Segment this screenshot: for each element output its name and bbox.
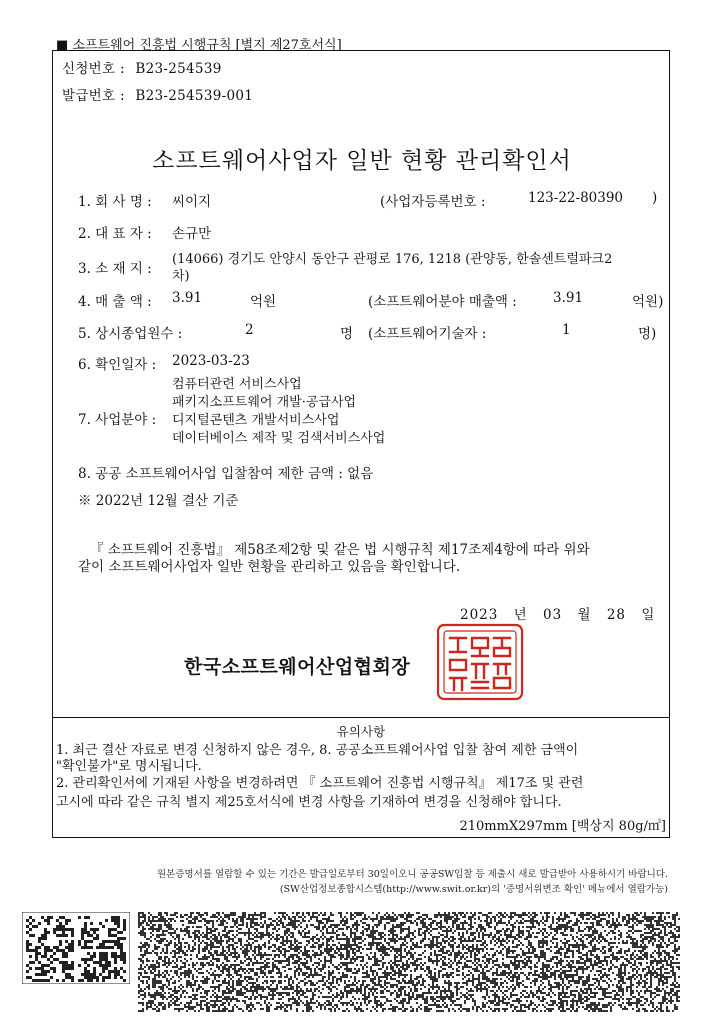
business-area-item: 디지털콘텐츠 개발서비스사업 bbox=[172, 413, 340, 428]
footer-notice: 원본증명서를 열람할 수 있는 기간은 발급일로부터 30일이오니 공공SW입찰 등 제출시 새로 발급받아 사용하시기 바랍니다. bbox=[156, 869, 668, 880]
revenue-unit: 억원 bbox=[250, 294, 277, 310]
business-area-item: 패키지소프트웨어 개발·공급사업 bbox=[172, 395, 357, 410]
ceo-value: 손규만 bbox=[172, 226, 212, 242]
sw-engineers-value: 1 bbox=[562, 322, 571, 338]
application-number-label: 신청번호 : bbox=[62, 61, 125, 77]
sw-engineers-label: (소프트웨어기술자 : bbox=[368, 326, 487, 342]
form-header: ■ 소프트웨어 진흥법 시행규칙 [별지 제27호서식] bbox=[56, 38, 342, 53]
note-line: 고시에 따라 같은 규칙 별지 제25호서식에 변경 사항을 기재하여 변경을 신청해야 합니다. bbox=[56, 795, 562, 810]
paper-spec: 210mmX297mm [백상지 80g/㎡] bbox=[459, 819, 666, 834]
sw-revenue-label: (소프트웨어분야 매출액 : bbox=[368, 294, 517, 310]
biz-reg-label: (사업자등록번호 : bbox=[380, 194, 486, 210]
employees-unit: 명 bbox=[340, 326, 354, 342]
revenue-value: 3.91 bbox=[172, 290, 203, 306]
sw-engineers-unit: 명) bbox=[638, 326, 657, 342]
issue-month-unit: 월 bbox=[577, 607, 592, 623]
verification-barcode-icon bbox=[138, 912, 680, 1012]
biz-reg-value: 123-22-80390 bbox=[528, 190, 624, 206]
application-number bbox=[62, 57, 222, 77]
sw-revenue-value: 3.91 bbox=[553, 290, 584, 306]
employees-value: 2 bbox=[245, 322, 254, 338]
issuer-name: 한국소프트웨어산업협회장 bbox=[184, 656, 411, 678]
issue-month: 03 bbox=[543, 607, 563, 623]
qr-code-icon bbox=[22, 912, 130, 984]
issue-number-label: 발급번호 : bbox=[62, 88, 125, 104]
statement-line-2: 같이 소프트웨어사업자 일반 현황을 관리하고 있음을 확인합니다. bbox=[78, 559, 461, 575]
bid-restriction: 8. 공공 소프트웨어사업 입찰참여 제한 금액 : 없음 bbox=[78, 466, 374, 482]
issue-day-unit: 일 bbox=[641, 607, 656, 623]
note-line: "확인불가"로 명시됩니다. bbox=[56, 759, 202, 774]
address-line-1: (14066) 경기도 안양시 동안구 관평로 176, 1218 (관양동, 한솔센트럴파크2 bbox=[172, 252, 613, 267]
sw-revenue-unit: 억원) bbox=[632, 294, 664, 310]
confirm-date-value: 2023-03-23 bbox=[172, 353, 250, 369]
company-value: 씨이지 bbox=[172, 194, 212, 210]
settlement-basis: ※ 2022년 12월 결산 기준 bbox=[78, 493, 239, 509]
note-line: 2. 관리확인서에 기재된 사항을 변경하려면 『 소프트웨어 진흥법 시행규칙』 제17조 및 관련 bbox=[56, 776, 584, 791]
footer-verify-info: (SW산업정보종합시스템(http://www.swit.or.kr)의 '증명서위변조 확인' 메뉴에서 열람가능) bbox=[279, 884, 668, 895]
notes-title: 유의사항 bbox=[336, 724, 386, 739]
business-area-item: 컴퓨터관련 서비스사업 bbox=[172, 377, 302, 392]
note-line: 1. 최근 결산 자료로 변경 신청하지 않은 경우, 8. 공공소프트웨어사업 입찰 참여 제한 금액이 bbox=[56, 743, 579, 758]
document-title: 소프트웨어사업자 일반 현황 관리확인서 bbox=[152, 148, 572, 174]
confirm-date-label: 6. 확인일자 : bbox=[78, 357, 157, 373]
business-area-item: 데이터베이스 제작 및 검색서비스사업 bbox=[172, 431, 386, 446]
issue-number-value: B23-254539-001 bbox=[135, 88, 254, 104]
revenue-label: 4. 매 출 액 : bbox=[78, 294, 152, 310]
address-line-2: 차) bbox=[172, 269, 190, 284]
issue-day: 28 bbox=[606, 607, 627, 623]
biz-reg-close: ) bbox=[652, 190, 658, 206]
issue-year: 2023 bbox=[460, 607, 499, 623]
statement-line-1: 『 소프트웨어 진흥법』 제58조제2항 및 같은 법 시행규칙 제17조제4항에 따라 위와 bbox=[90, 542, 590, 558]
employees-label: 5. 상시종업원수 : bbox=[78, 326, 183, 342]
ceo-label: 2. 대 표 자 : bbox=[78, 226, 152, 242]
issue-number bbox=[62, 84, 253, 104]
issue-year-unit: 년 bbox=[513, 607, 528, 623]
company-label: 1. 회 사 명 : bbox=[78, 194, 152, 210]
official-seal-icon bbox=[432, 620, 528, 704]
application-number-value: B23-254539 bbox=[135, 61, 222, 77]
notes-divider bbox=[52, 717, 670, 718]
address-label: 3. 소 재 지 : bbox=[78, 261, 152, 277]
business-areas-label: 7. 사업분야 : bbox=[78, 412, 157, 428]
